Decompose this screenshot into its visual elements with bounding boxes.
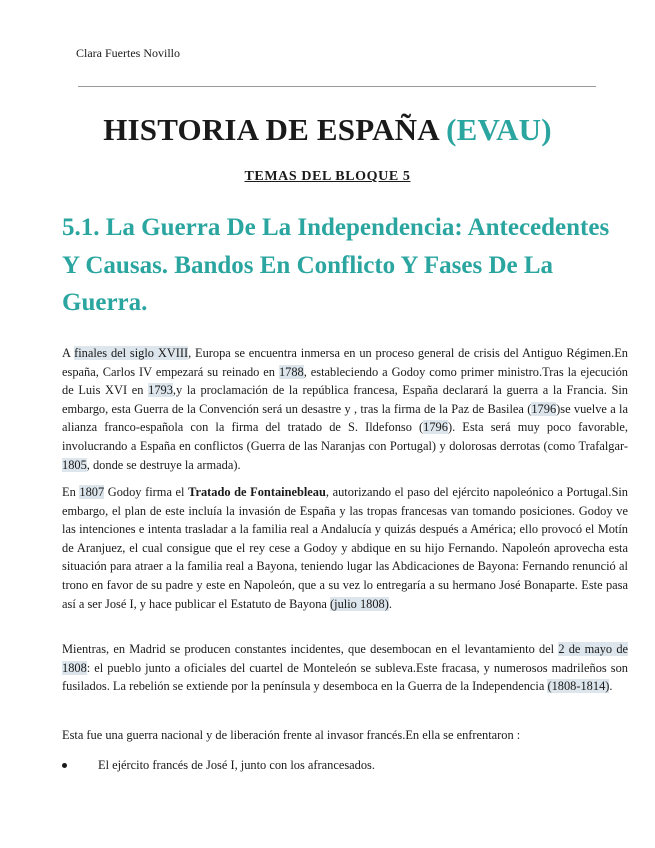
text-run: En	[62, 485, 80, 499]
bullet-dot-icon	[62, 763, 67, 768]
text-run: .	[388, 596, 392, 611]
highlight: 1788	[278, 364, 304, 379]
text-run: , autorizando el paso del ejército napoleónico a Portugal.Sin embargo, el plan de este incluía la invasión de España y las tropas francesas van tomando posiciones. Godoy ve las intenciones e intenta trasladar a la familia real a Andalucía y quizás después a América; ello provocó el Motín de Aranjuez, el cual consigue que el rey cese a Godoy y abdique en su hijo Fernando. Napoleón aprovecha esta situación para atraer a la familia real a Bayona, teniendo lugar las Abdicaciones de Bayona: Fernando renunció al trono en favor de su padre y este en Napoleón, que a su vez lo entregaría a su hermano José Bonaparte. Este pasa así a ser José I, y hace publicar el Estatuto de Bayona	[62, 485, 628, 611]
bold-term: Tratado de Fontainebleau	[188, 485, 326, 499]
highlight: 1796	[423, 420, 448, 435]
text-run: , Europa se encuentra inmersa en un proceso general de crisis del Antiguo Régimen.En españa, Carlos IV empezará su reinado en	[62, 346, 628, 379]
text-run: Godoy firma el	[104, 485, 189, 499]
paragraph-1	[62, 344, 628, 474]
paragraph-4: Esta fue una guerra nacional y de liberación frente al invasor francés.En ella se enfrentaron :	[62, 728, 521, 742]
text-run: )se vuelve a la alianza franco-española con la firma del tratado de S. Ildefonso (	[62, 401, 628, 435]
text-run: ,y la proclamación de la república francesa, España declarará la guerra a la Francia. Sin embargo, esta Guerra de la Convención será un desastre y , tras la firma de la Paz de Basilea (	[62, 383, 628, 416]
paragraph-3	[62, 640, 628, 696]
text-run: : el pueblo junto a oficiales del cuartel de Monteleón se subleva.Este fracasa, y numerosos madrileños son fusilados. La rebelión se extiende por la península y desemboca en la Guerra de la Independencia	[62, 660, 628, 694]
highlight: (1808-1814)	[547, 679, 610, 694]
document-title	[0, 112, 655, 148]
text-run: A	[62, 346, 75, 360]
highlight: (julio 1808)	[330, 596, 389, 611]
paragraph-2	[62, 483, 628, 613]
highlight: 1805	[62, 457, 87, 472]
text-run: ). Esta será muy poco favorable, involucrando a España en conflictos (Guerra de las Naranjas con Portugal) y dolorosas derrotas (como Trafalgar-	[62, 420, 629, 453]
title-accent: (EVAU)	[446, 112, 552, 147]
highlight: finales del siglo XVIII	[74, 346, 189, 360]
highlight: 2 de mayo de 1808	[62, 642, 629, 675]
highlight: 1793	[148, 383, 173, 398]
text-run: , estableciendo a Godoy como primer ministro.Tras la ejecución de Luis XVI en	[62, 364, 628, 398]
document-subtitle: TEMAS DEL BLOQUE 5	[244, 169, 411, 184]
header-divider	[78, 86, 596, 87]
bullet-list	[62, 756, 628, 775]
list-item-text: El ejército francés de José I, junto con los afrancesados.	[98, 758, 375, 772]
text-run: Mientras, en Madrid se producen constantes incidentes, que desembocan en el levantamiento del	[62, 642, 559, 656]
document-author: Clara Fuertes Novillo	[76, 46, 180, 60]
title-main: HISTORIA DE ESPAÑA	[103, 112, 439, 147]
highlight: 1796	[531, 401, 557, 416]
section-heading: 5.1. La Guerra De La Independencia: Antecedentes Y Causas. Bandos En Conflicto Y Fases De La Guerra.	[62, 214, 610, 316]
list-item	[62, 756, 628, 775]
text-run: , donde se destruye la armada).	[86, 457, 241, 472]
text-run: .	[609, 679, 613, 694]
highlight: 1807	[79, 485, 105, 499]
